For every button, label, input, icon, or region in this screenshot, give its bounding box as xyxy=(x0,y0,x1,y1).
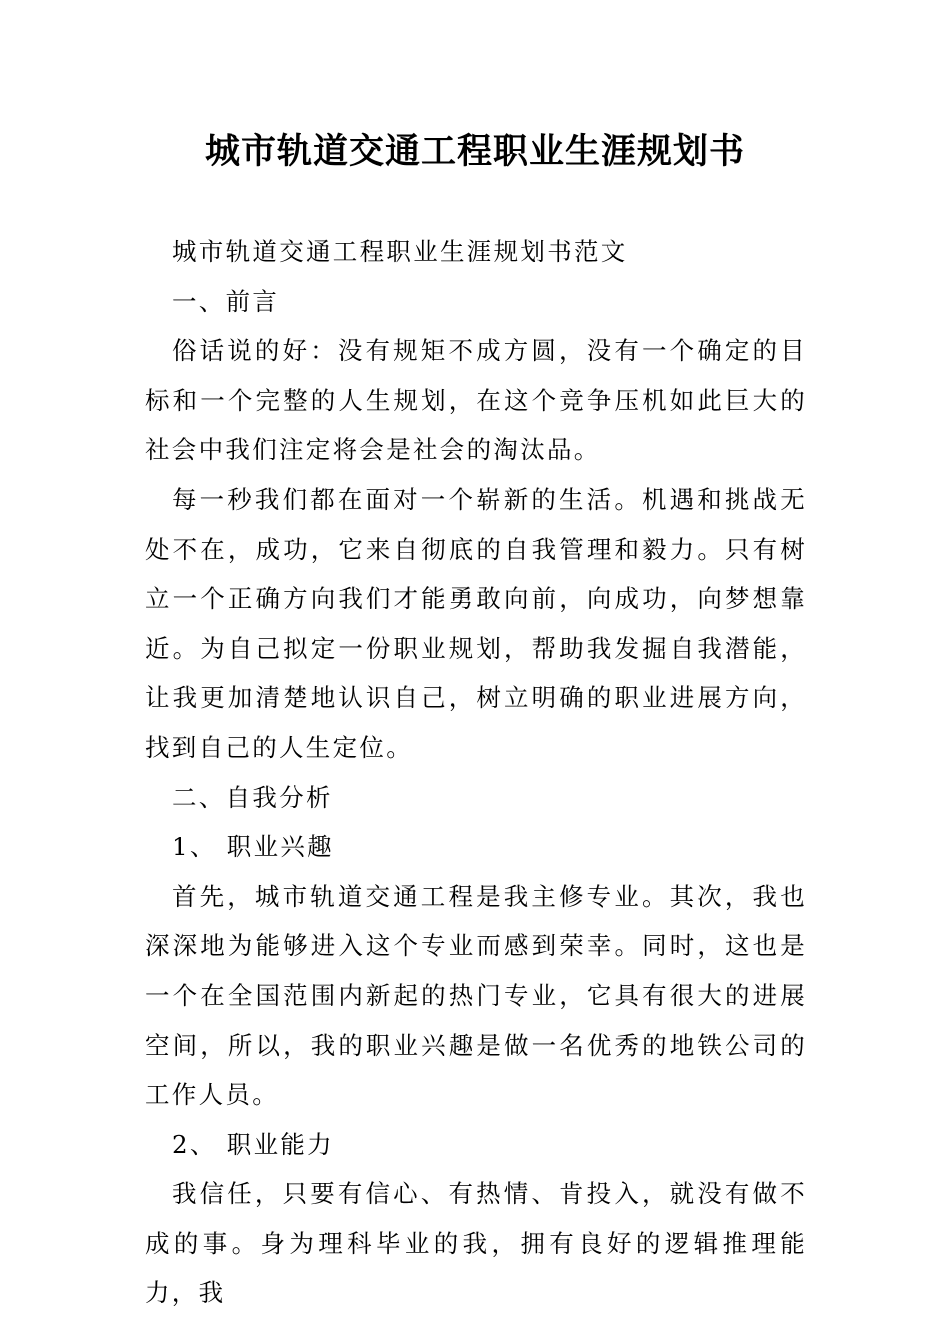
section-heading-preface: 一、前言 xyxy=(172,286,280,316)
document-title: 城市轨道交通工程职业生涯规划书 xyxy=(204,131,745,172)
paragraph-proverb: 俗话说的好：没有规矩不成方圆，没有一个确定的目标和一个完整的人生规划，在这个竞争压机如此巨大的社会中我们注定将会是社会的淘汰品。 xyxy=(145,336,807,465)
paragraph-opportunity: 每一秒我们都在面对一个崭新的生活。机遇和挑战无处不在，成功，它来自彻底的自我管理和毅力。只有树立一个正确方向我们才能勇敢向前，向成功，向梦想靠近。为自己拟定一份职业规划，帮助我发掘自我潜能，让我更加清楚地认识自己，树立明确的职业进展方向，找到自己的人生定位。 xyxy=(145,484,807,762)
paragraph-career-interest: 首先，城市轨道交通工程是我主修专业。其次，我也深深地为能够进入这个专业而感到荣幸。同时，这也是一个在全国范围内新起的热门专业，它具有很大的进展空间，所以，我的职业兴趣是做一名优秀的地铁公司的工作人员。 xyxy=(145,881,807,1110)
document-body xyxy=(145,227,807,1318)
subheading-career-ability: 2、 职业能力 xyxy=(172,1129,334,1159)
paragraph-career-ability: 我信任，只要有信心、有热情、肯投入，就没有做不成的事。身为理科毕业的我，拥有良好的逻辑推理能力，我 xyxy=(145,1179,807,1308)
subheading-career-interest: 1、 职业兴趣 xyxy=(172,832,334,862)
subtitle-paragraph: 城市轨道交通工程职业生涯规划书范文 xyxy=(172,237,628,266)
section-heading-self-analysis: 二、自我分析 xyxy=(172,782,333,812)
